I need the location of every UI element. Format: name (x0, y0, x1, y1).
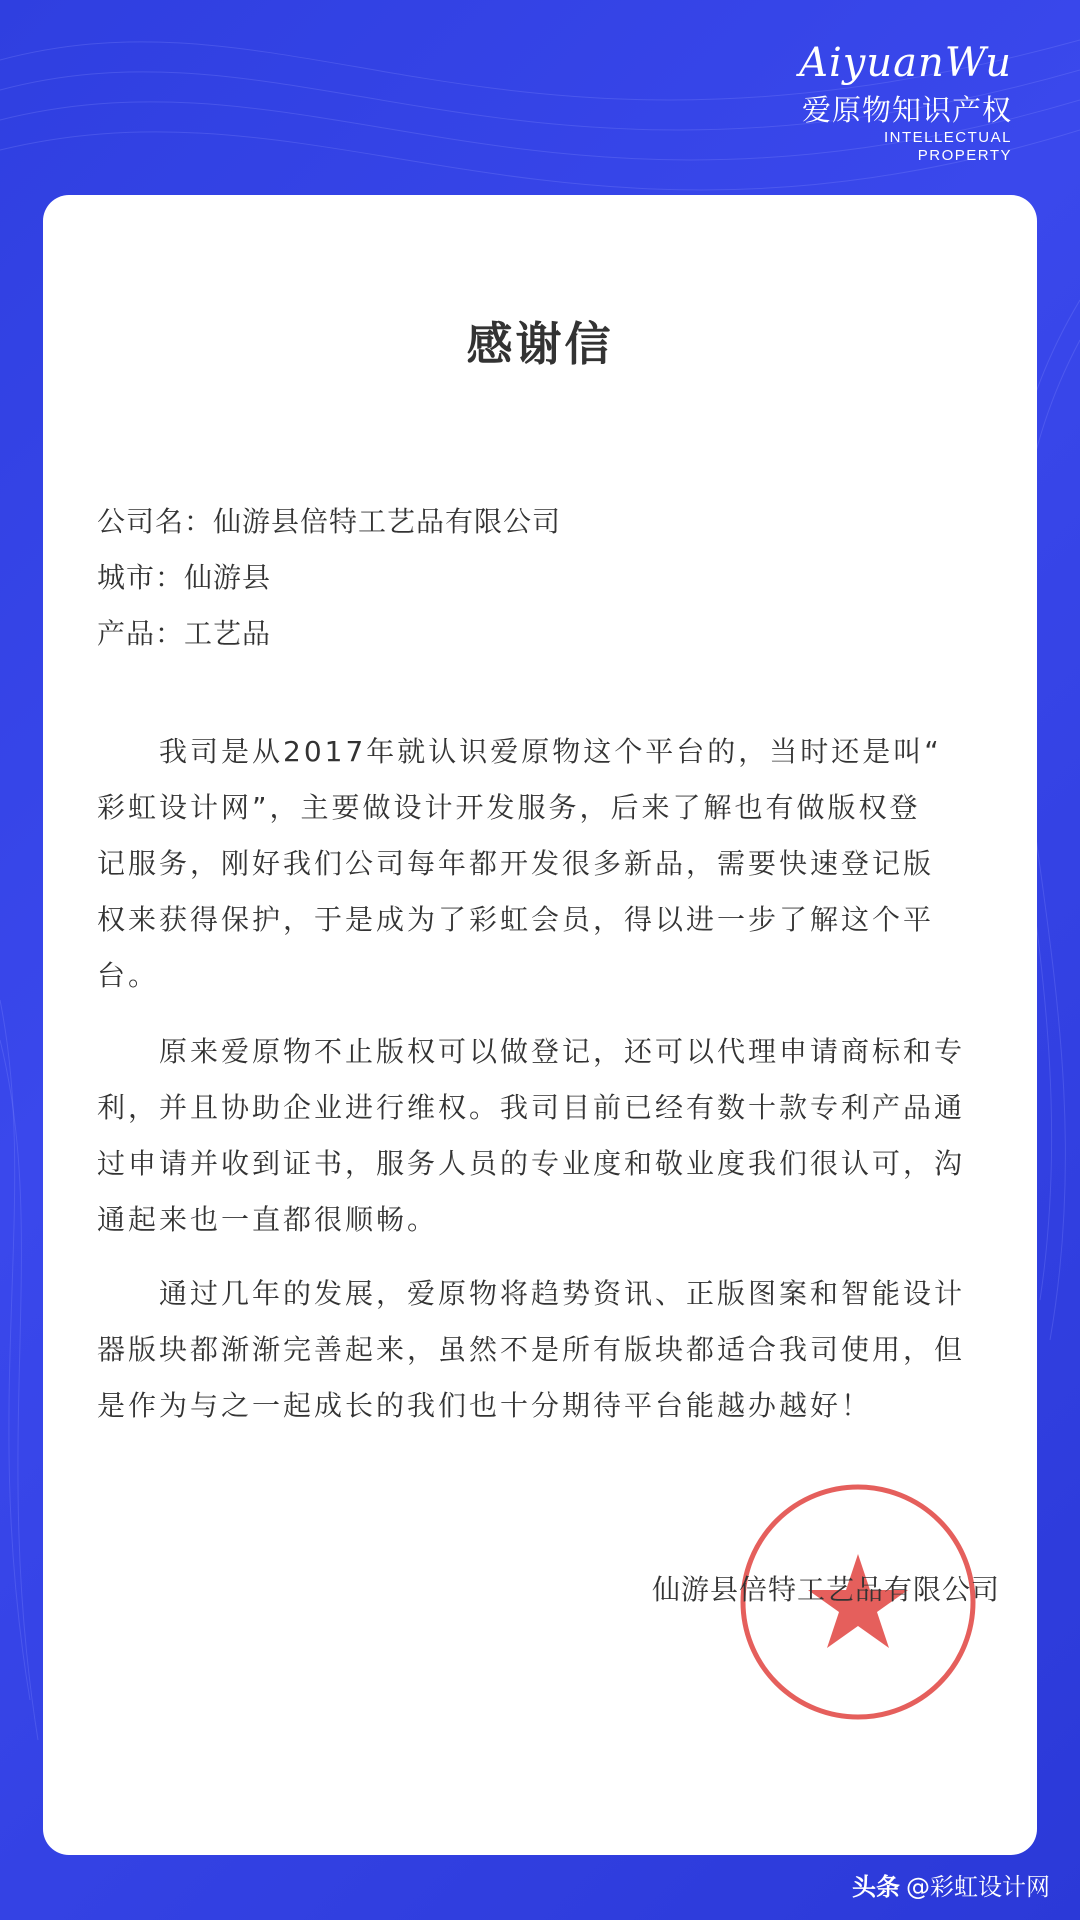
line: 过申请并收到证书，服务人员的专业度和敬业度我们很认可，沟 (97, 1147, 966, 1180)
line: 器版块都渐渐完善起来，虽然不是所有版块都适合我司使用，但 (97, 1333, 966, 1366)
paragraph-1 (97, 724, 1007, 1004)
line: 通起来也一直都很顺畅。 (97, 1203, 439, 1236)
logo-english: AiyuanWu (799, 40, 1012, 86)
watermark (852, 1867, 1050, 1902)
line: 是作为与之一起成长的我们也十分期待平台能越办越好！ (97, 1389, 873, 1422)
line: 我司是从2017年就认识爱原物这个平台的，当时还是叫“ (97, 735, 942, 768)
line: 记服务，刚好我们公司每年都开发很多新品，需要快速登记版 (97, 847, 935, 880)
line: 彩虹设计网”，主要做设计开发服务，后来了解也有做版权登 (97, 791, 921, 824)
line: 通过几年的发展，爱原物将趋势资讯、正版图案和智能设计 (97, 1277, 966, 1310)
line: 权来获得保护，于是成为了彩虹会员，得以进一步了解这个平 (97, 903, 935, 936)
logo-chinese: 爱原物知识产权 (801, 93, 1012, 127)
paragraph-2 (97, 1024, 1007, 1248)
product: 产品：工艺品 (97, 617, 272, 650)
paragraph-3 (97, 1266, 1007, 1434)
logo-sub-1: INTELLECTUAL (883, 129, 1012, 146)
line: 利，并且协助企业进行维权。我司目前已经有数十款专利产品通 (97, 1091, 966, 1124)
letter-title: 感谢信 (466, 317, 614, 371)
account-name: @彩虹设计网 (906, 1873, 1050, 1901)
logo-sub-2: PROPERTY (917, 147, 1012, 164)
company-name: 公司名：仙游县倍特工艺品有限公司 (97, 505, 562, 538)
signature-company: 仙游县倍特工艺品有限公司 (651, 1573, 1000, 1606)
city: 城市：仙游县 (97, 561, 272, 594)
line: 原来爱原物不止版权可以做登记，还可以代理申请商标和专 (97, 1035, 966, 1068)
platform-name: 头条 (852, 1873, 900, 1901)
aiyuanwu-logo (799, 40, 1012, 165)
line: 台。 (97, 959, 160, 992)
